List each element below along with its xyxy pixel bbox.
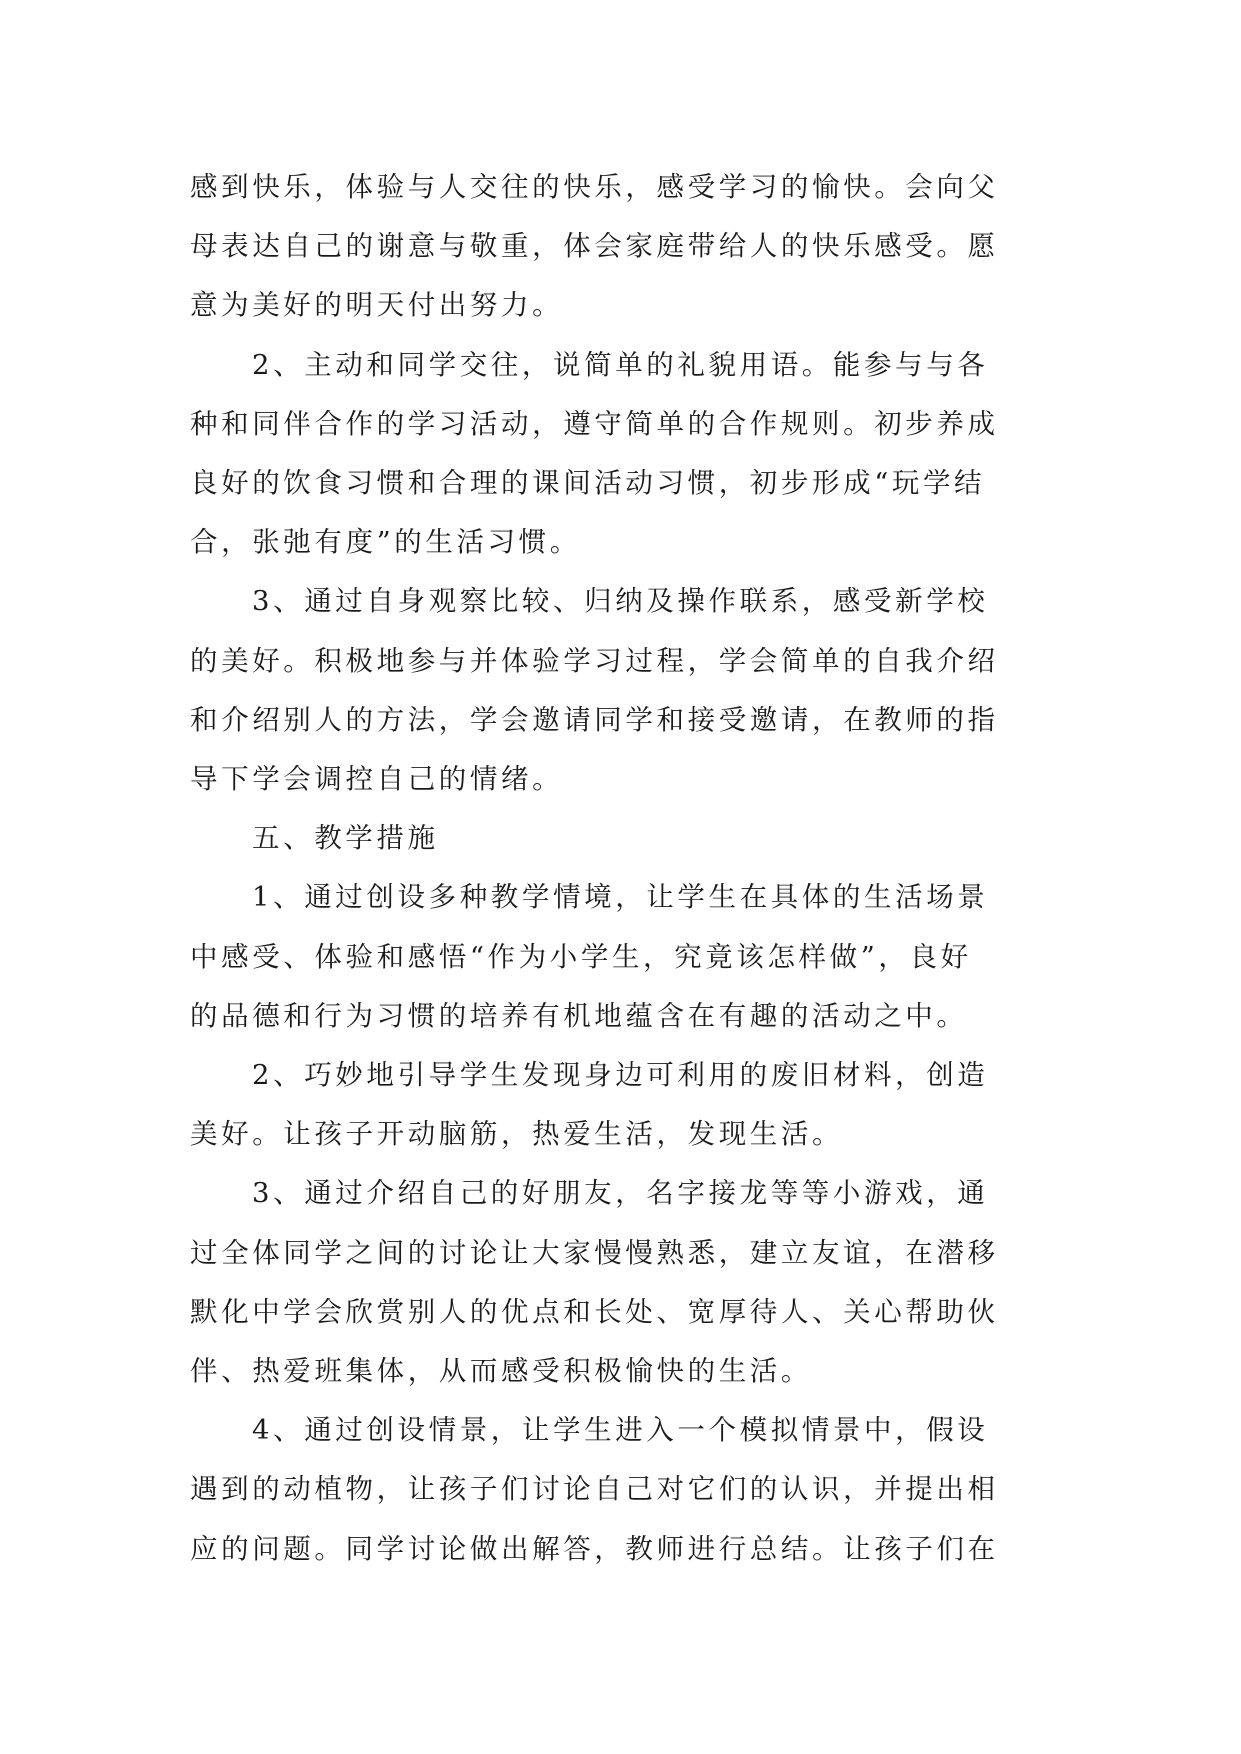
- document-page: [190, 158, 1058, 1579]
- paragraph-item-3: 3、通过自身观察比较、归纳及操作联系，感受新学校 的美好。积极地参与并体验学习过程，学会简单的自我介绍 和介绍别人的方法，学会邀请同学和接受邀请，在教师的指 导下学会调控自己的情绪。: [190, 585, 999, 796]
- measure-item-2: 2、巧妙地引导学生发现身边可利用的废旧材料，创造 美好。让孩子开动脑筋，热爱生活，发现生活。: [190, 1059, 989, 1151]
- paragraph-continuation: 感到快乐，体验与人交往的快乐，感受学习的愉快。会向父 母表达自己的谢意与敬重，体会家庭带给人的快乐感受。愿 意为美好的明天付出努力。: [190, 171, 999, 322]
- measure-item-3: 3、通过介绍自己的好朋友，名字接龙等等小游戏，通 过全体同学之间的讨论让大家慢慢熟悉，建立友谊，在潜移 默化中学会欣赏别人的优点和长处、宽厚待人、关心帮助伙 伴、热爱班集体，从而感受积极愉快的生活。: [190, 1177, 999, 1388]
- section-heading-teaching-measures: 五、教学措施: [252, 822, 439, 855]
- measure-item-1: 1、通过创设多种教学情境，让学生在具体的生活场景 中感受、体验和感悟“作为小学生，究竟该怎样做”，良好 的品德和行为习惯的培养有机地蕴含在有趣的活动之中。: [190, 881, 989, 1032]
- measure-item-4: 4、通过创设情景，让学生进入一个模拟情景中，假设 遇到的动植物，让孩子们讨论自己对它们的认识，并提出相 应的问题。同学讨论做出解答，教师进行总结。让孩子们在: [190, 1414, 999, 1565]
- paragraph-item-2: 2、主动和同学交往，说简单的礼貌用语。能参与与各 种和同伴合作的学习活动，遵守简单的合作规则。初步养成 良好的饮食习惯和合理的课间活动习惯，初步形成“玩学结 合，张弛有度”的生活习惯。: [190, 348, 999, 559]
